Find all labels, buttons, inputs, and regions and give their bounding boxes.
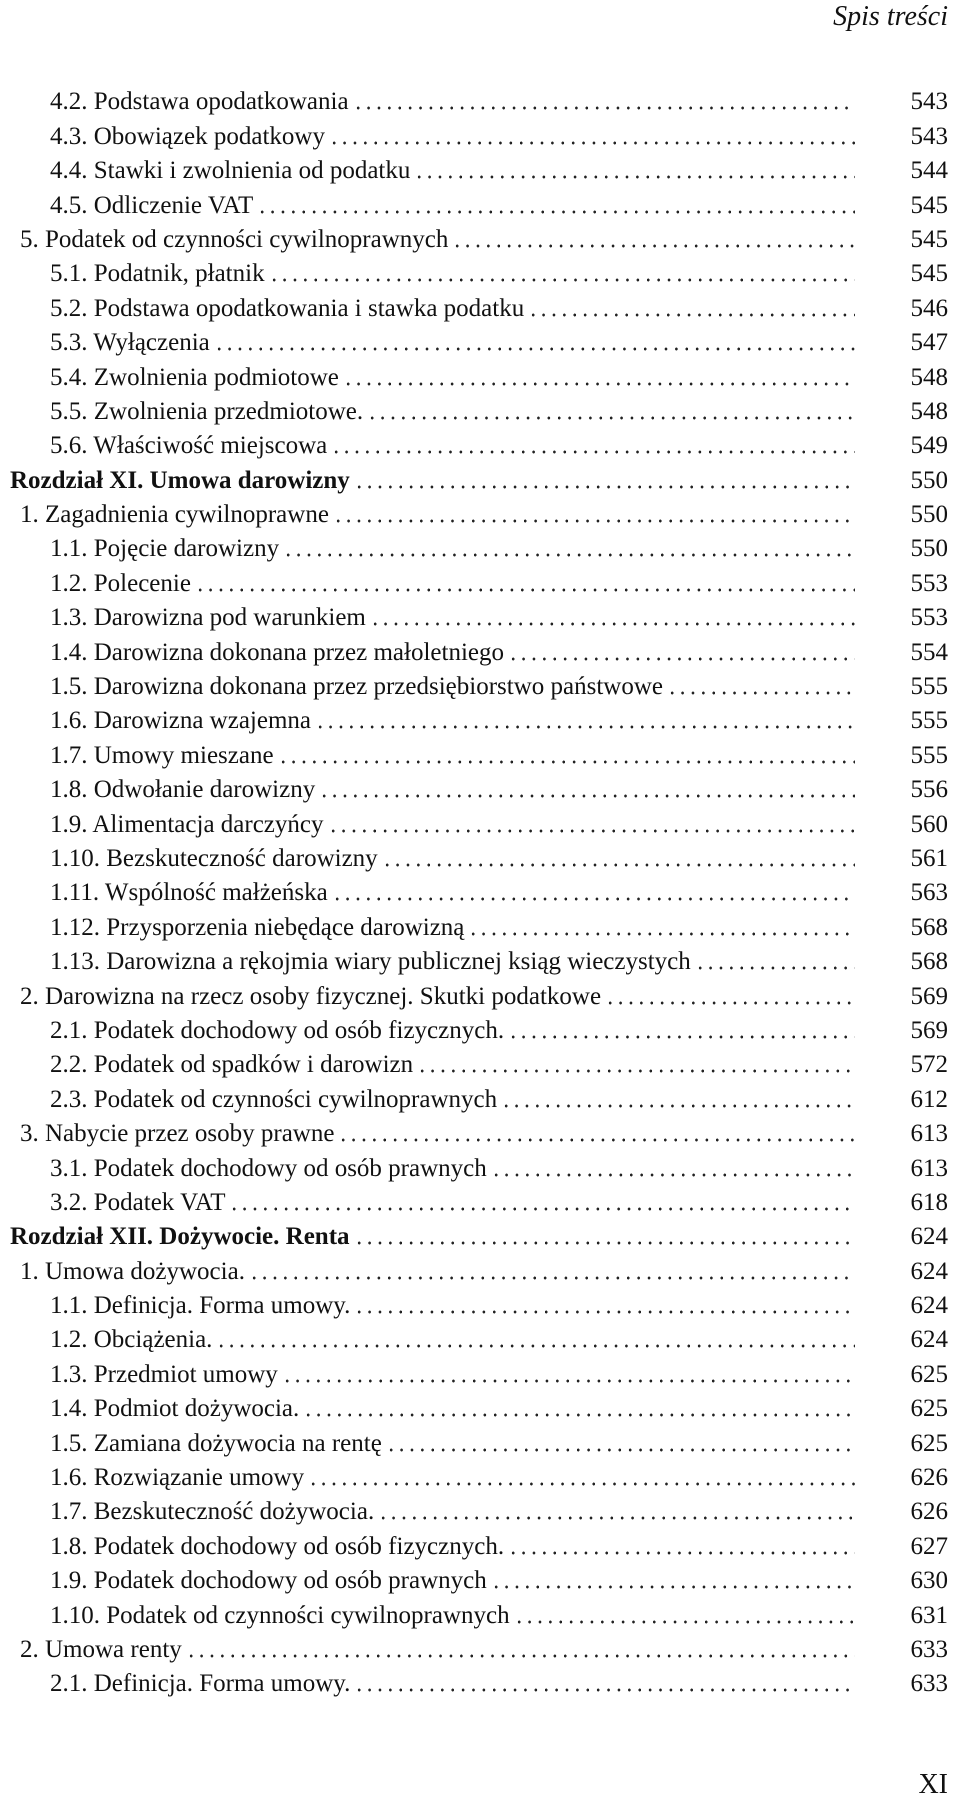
toc-entry-page: 625 <box>910 1360 948 1388</box>
toc-entry-page: 569 <box>910 982 948 1010</box>
dot-leader <box>338 1119 855 1143</box>
toc-leader-wrap <box>386 1429 855 1458</box>
toc-entry-title: 1.4. Darowizna dokonana przez małoletniego <box>50 639 508 667</box>
toc-entry-page: 633 <box>910 1635 948 1663</box>
toc-entry-page: 555 <box>910 707 948 735</box>
dot-leader <box>332 878 855 902</box>
toc-entry <box>0 1114 960 1148</box>
toc-entry <box>0 529 960 563</box>
toc-entry <box>0 1148 960 1182</box>
toc-entry-page: 543 <box>910 88 948 116</box>
toc-entry-title: 1.5. Darowizna dokonana przez przedsiębiorstwo państwowe <box>50 673 667 701</box>
dot-leader <box>378 1497 855 1521</box>
toc-entry-page: 569 <box>910 1016 948 1044</box>
dot-leader <box>491 1566 855 1590</box>
dot-leader <box>283 534 855 558</box>
toc-entry <box>0 82 960 116</box>
toc-entry-title: 1.7. Bezskuteczność dożywocia. <box>50 1498 378 1526</box>
page-number: XI <box>918 1769 948 1800</box>
toc-entry <box>0 1045 960 1079</box>
toc-entry-title: 2.2. Podatek od spadków i darowizn <box>50 1051 417 1079</box>
toc-entry <box>0 392 960 426</box>
toc-entry <box>0 460 960 494</box>
toc-leader-wrap <box>328 810 856 839</box>
toc-entry <box>0 1595 960 1629</box>
toc-leader-wrap <box>229 1188 855 1217</box>
toc-entry-page: 554 <box>910 638 948 666</box>
toc-entry-title: 5.5. Zwolnienia przedmiotowe. <box>50 398 367 426</box>
toc-entry-title: Rozdział XI. Umowa darowizny <box>10 467 354 495</box>
toc-leader-wrap <box>308 1463 855 1492</box>
dot-leader <box>514 1601 855 1625</box>
toc-entry-page: 626 <box>910 1464 948 1492</box>
toc-entry <box>0 495 960 529</box>
dot-leader <box>278 741 855 765</box>
toc-leader-wrap <box>667 672 855 701</box>
toc-entry-page: 545 <box>910 191 948 219</box>
toc-leader-wrap <box>528 294 855 323</box>
dot-leader <box>501 1085 855 1109</box>
toc-entry <box>0 632 960 666</box>
toc-entry-page: 545 <box>910 260 948 288</box>
dot-leader <box>343 363 855 387</box>
toc-entry-page: 624 <box>910 1292 948 1320</box>
running-head: Spis treści <box>833 1 948 32</box>
toc-leader-wrap <box>343 363 855 392</box>
toc-entry-page: 561 <box>910 844 948 872</box>
toc-entry-page: 548 <box>910 363 948 391</box>
toc-leader-wrap <box>414 156 855 185</box>
toc-entry-page: 633 <box>910 1670 948 1698</box>
dot-leader <box>315 706 855 730</box>
toc-entry-page: 613 <box>910 1120 948 1148</box>
table-of-contents <box>0 82 960 1698</box>
toc-entry <box>0 1354 960 1388</box>
toc-entry-page: 627 <box>910 1532 948 1560</box>
toc-entry-page: 550 <box>910 535 948 563</box>
toc-entry-title: 4.5. Odliczenie VAT <box>50 192 257 220</box>
toc-leader-wrap <box>452 225 855 254</box>
toc-leader-wrap <box>353 87 855 116</box>
toc-entry <box>0 1561 960 1595</box>
dot-leader <box>195 569 855 593</box>
toc-entry-title: 1.9. Alimentacja darczyńcy <box>50 811 328 839</box>
dot-leader <box>508 1532 855 1556</box>
toc-entry-page: 631 <box>910 1601 948 1629</box>
dot-leader <box>370 603 855 627</box>
toc-entry-page: 612 <box>910 1085 948 1113</box>
toc-entry-page: 568 <box>910 913 948 941</box>
toc-entry-title: 1.6. Darowizna wzajemna <box>50 707 315 735</box>
toc-leader-wrap <box>370 603 855 632</box>
toc-entry <box>0 804 960 838</box>
toc-leader-wrap <box>508 1532 855 1561</box>
toc-entry <box>0 1423 960 1457</box>
toc-leader-wrap <box>216 1325 855 1354</box>
toc-entry-title: 1.1. Definicja. Forma umowy. <box>50 1292 354 1320</box>
toc-entry <box>0 1320 960 1354</box>
toc-entry-page: 545 <box>910 225 948 253</box>
dot-leader <box>354 1291 855 1315</box>
toc-entry-title: Rozdział XII. Dożywocie. Renta <box>10 1223 354 1251</box>
toc-entry-page: 555 <box>910 741 948 769</box>
toc-entry-title: 5.1. Podatnik, płatnik <box>50 260 269 288</box>
toc-entry-page: 624 <box>910 1326 948 1354</box>
toc-entry-page: 555 <box>910 673 948 701</box>
toc-entry <box>0 839 960 873</box>
toc-leader-wrap <box>378 1497 855 1526</box>
toc-entry <box>0 426 960 460</box>
toc-leader-wrap <box>354 1291 855 1320</box>
toc-leader-wrap <box>468 913 855 942</box>
toc-entry-title: 5. Podatek od czynności cywilnoprawnych <box>20 226 452 254</box>
toc-entry-page: 625 <box>910 1429 948 1457</box>
dot-leader <box>508 1016 855 1040</box>
dot-leader <box>186 1635 855 1659</box>
toc-entry <box>0 1183 960 1217</box>
toc-leader-wrap <box>278 741 855 770</box>
toc-entry-title: 1.2. Obciążenia. <box>50 1326 216 1354</box>
toc-entry-page: 547 <box>910 329 948 357</box>
toc-entry-page: 543 <box>910 122 948 150</box>
dot-leader <box>229 1188 855 1212</box>
toc-entry-title: 1. Zagadnienia cywilnoprawne <box>20 501 333 529</box>
toc-leader-wrap <box>514 1601 855 1630</box>
toc-entry <box>0 220 960 254</box>
toc-leader-wrap <box>354 1222 855 1251</box>
toc-leader-wrap <box>491 1154 855 1183</box>
toc-entry-page: 625 <box>910 1395 948 1423</box>
dot-leader <box>354 466 855 490</box>
toc-entry <box>0 1217 960 1251</box>
toc-entry-title: 3. Nabycie przez osoby prawne <box>20 1120 338 1148</box>
toc-entry <box>0 151 960 185</box>
toc-entry-page: 568 <box>910 948 948 976</box>
toc-entry <box>0 1664 960 1698</box>
toc-entry <box>0 907 960 941</box>
dot-leader <box>319 775 855 799</box>
toc-entry-title: 4.3. Obowiązek podatkowy <box>50 123 329 151</box>
toc-entry <box>0 701 960 735</box>
toc-entry <box>0 185 960 219</box>
toc-leader-wrap <box>249 1257 855 1286</box>
toc-entry-page: 613 <box>910 1154 948 1182</box>
toc-entry-page: 563 <box>910 879 948 907</box>
toc-entry-page: 550 <box>910 466 948 494</box>
toc-entry <box>0 735 960 769</box>
toc-entry <box>0 1492 960 1526</box>
toc-entry-title: 1.6. Rozwiązanie umowy <box>50 1464 308 1492</box>
toc-entry-title: 1.13. Darowizna a rękojmia wiary publicznej ksiąg wieczystych <box>50 948 695 976</box>
toc-entry <box>0 563 960 597</box>
toc-entry-page: 618 <box>910 1188 948 1216</box>
dot-leader <box>414 156 855 180</box>
toc-entry-title: 2. Umowa renty <box>20 1636 186 1664</box>
toc-leader-wrap <box>501 1085 855 1114</box>
toc-entry-page: 544 <box>910 157 948 185</box>
dot-leader <box>328 810 856 834</box>
toc-entry-title: 1.2. Polecenie <box>50 570 195 598</box>
toc-entry-title: 2.1. Podatek dochodowy od osób fizycznych. <box>50 1017 508 1045</box>
toc-leader-wrap <box>508 1016 855 1045</box>
toc-entry-title: 2.1. Definicja. Forma umowy. <box>50 1670 354 1698</box>
toc-entry-title: 4.4. Stawki i zwolnienia od podatku <box>50 157 414 185</box>
toc-entry-page: 553 <box>910 569 948 597</box>
toc-entry <box>0 770 960 804</box>
toc-entry-title: 1.5. Zamiana dożywocia na rentę <box>50 1430 386 1458</box>
toc-entry-page: 572 <box>910 1051 948 1079</box>
dot-leader <box>491 1154 855 1178</box>
toc-entry-page: 548 <box>910 397 948 425</box>
toc-leader-wrap <box>257 191 855 220</box>
toc-leader-wrap <box>331 431 855 460</box>
toc-leader-wrap <box>382 844 855 873</box>
toc-entry <box>0 288 960 322</box>
toc-entry-page: 624 <box>910 1257 948 1285</box>
toc-leader-wrap <box>303 1394 855 1423</box>
toc-entry-title: 5.2. Podstawa opodatkowania i stawka podatku <box>50 295 528 323</box>
dot-leader <box>249 1257 855 1281</box>
dot-leader <box>282 1360 855 1384</box>
toc-leader-wrap <box>491 1566 855 1595</box>
toc-entry-title: 1.4. Podmiot dożywocia. <box>50 1395 303 1423</box>
toc-entry-title: 5.6. Właściwość miejscowa <box>50 432 331 460</box>
toc-entry <box>0 667 960 701</box>
toc-entry-title: 1.12. Przysporzenia niebędące darowizną <box>50 914 468 942</box>
toc-entry-page: 549 <box>910 432 948 460</box>
dot-leader <box>216 1325 855 1349</box>
dot-leader <box>354 1222 855 1246</box>
dot-leader <box>417 1050 855 1074</box>
toc-leader-wrap <box>508 638 855 667</box>
toc-leader-wrap <box>338 1119 855 1148</box>
toc-entry-title: 1.7. Umowy mieszane <box>50 742 278 770</box>
toc-entry <box>0 1251 960 1285</box>
toc-leader-wrap <box>605 982 855 1011</box>
toc-leader-wrap <box>269 259 855 288</box>
toc-leader-wrap <box>329 122 855 151</box>
toc-leader-wrap <box>367 397 855 426</box>
toc-entry-title: 5.3. Wyłączenia <box>50 329 214 357</box>
toc-entry-title: 4.2. Podstawa opodatkowania <box>50 88 353 116</box>
dot-leader <box>333 500 855 524</box>
toc-entry <box>0 1389 960 1423</box>
toc-entry-title: 1.8. Odwołanie darowizny <box>50 776 319 804</box>
toc-entry-page: 560 <box>910 810 948 838</box>
toc-entry-title: 1.8. Podatek dochodowy od osób fizycznych. <box>50 1533 508 1561</box>
toc-leader-wrap <box>417 1050 855 1079</box>
toc-entry-title: 2.3. Podatek od czynności cywilnoprawnych <box>50 1086 501 1114</box>
dot-leader <box>452 225 855 249</box>
dot-leader <box>605 982 855 1006</box>
toc-entry-title: 1. Umowa dożywocia. <box>20 1258 249 1286</box>
toc-entry-title: 3.1. Podatek dochodowy od osób prawnych <box>50 1155 491 1183</box>
toc-entry <box>0 1458 960 1492</box>
dot-leader <box>308 1463 855 1487</box>
dot-leader <box>386 1429 855 1453</box>
dot-leader <box>508 638 855 662</box>
toc-entry-title: 1.9. Podatek dochodowy od osób prawnych <box>50 1567 491 1595</box>
toc-leader-wrap <box>354 1669 855 1698</box>
dot-leader <box>331 431 855 455</box>
toc-entry <box>0 873 960 907</box>
toc-entry <box>0 1286 960 1320</box>
dot-leader <box>382 844 855 868</box>
toc-entry-page: 550 <box>910 501 948 529</box>
dot-leader <box>257 191 855 215</box>
toc-entry-page: 556 <box>910 776 948 804</box>
toc-leader-wrap <box>354 466 855 495</box>
toc-entry-title: 1.3. Darowizna pod warunkiem <box>50 604 370 632</box>
toc-entry <box>0 1630 960 1664</box>
dot-leader <box>303 1394 855 1418</box>
toc-leader-wrap <box>214 328 855 357</box>
dot-leader <box>367 397 855 421</box>
toc-entry-title: 3.2. Podatek VAT <box>50 1189 229 1217</box>
toc-entry <box>0 116 960 150</box>
dot-leader <box>214 328 855 352</box>
toc-entry-page: 630 <box>910 1567 948 1595</box>
toc-leader-wrap <box>319 775 855 804</box>
dot-leader <box>667 672 855 696</box>
toc-entry <box>0 357 960 391</box>
toc-entry-title: 1.11. Wspólność małżeńska <box>50 879 332 907</box>
toc-leader-wrap <box>333 500 855 529</box>
dot-leader <box>329 122 855 146</box>
dot-leader <box>468 913 855 937</box>
dot-leader <box>528 294 855 318</box>
dot-leader <box>354 1669 855 1693</box>
toc-entry <box>0 1526 960 1560</box>
dot-leader <box>695 947 855 971</box>
toc-entry-title: 5.4. Zwolnienia podmiotowe <box>50 364 343 392</box>
toc-entry-page: 626 <box>910 1498 948 1526</box>
toc-entry <box>0 1079 960 1113</box>
toc-leader-wrap <box>195 569 855 598</box>
toc-entry-page: 624 <box>910 1223 948 1251</box>
toc-entry-page: 546 <box>910 294 948 322</box>
toc-leader-wrap <box>283 534 855 563</box>
toc-entry-page: 553 <box>910 604 948 632</box>
toc-leader-wrap <box>282 1360 855 1389</box>
toc-leader-wrap <box>186 1635 855 1664</box>
toc-entry-title: 1.10. Podatek od czynności cywilnoprawnych <box>50 1602 514 1630</box>
toc-entry <box>0 942 960 976</box>
toc-leader-wrap <box>695 947 855 976</box>
toc-entry-title: 2. Darowizna na rzecz osoby fizycznej. Skutki podatkowe <box>20 983 605 1011</box>
dot-leader <box>353 87 855 111</box>
toc-entry <box>0 254 960 288</box>
toc-entry <box>0 598 960 632</box>
toc-entry-title: 1.3. Przedmiot umowy <box>50 1361 282 1389</box>
toc-entry <box>0 323 960 357</box>
toc-entry-title: 1.10. Bezskuteczność darowizny <box>50 845 382 873</box>
toc-entry-title: 1.1. Pojęcie darowizny <box>50 535 283 563</box>
toc-leader-wrap <box>315 706 855 735</box>
toc-entry <box>0 976 960 1010</box>
toc-leader-wrap <box>332 878 855 907</box>
toc-entry <box>0 1011 960 1045</box>
dot-leader <box>269 259 855 283</box>
